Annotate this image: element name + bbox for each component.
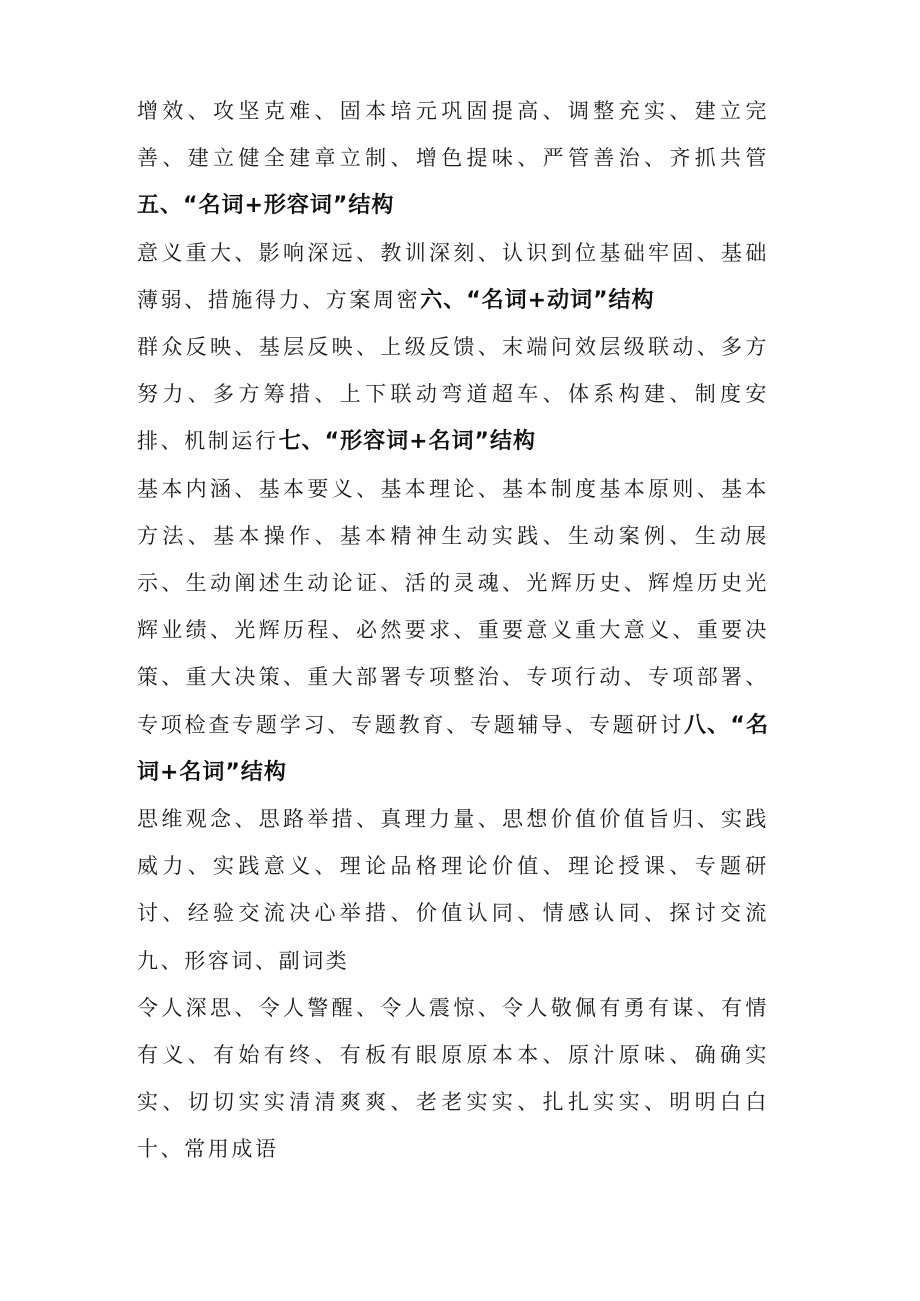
paragraph-text: 令人深思、令人警醒、令人震惊、令人敬佩有勇有谋、有情有义、有始有终、有板有眼原原本本、原汁原味、确确实实、切切实实清清爽爽、老老实实、扎扎实实、明明白白十、常用成语 [137,995,769,1162]
paragraph-text: 基本内涵、基本要义、基本理论、基本制度基本原则、基本方法、基本操作、基本精神生动实践、生动案例、生动展示、生动阐述生动论证、活的灵魂、光辉历史、辉煌历史光辉业绩、光辉历程、必然要求、重要意义重大意义、重要决策、重大决策、重大部署专项整治、专项行动、专项部署、专项检查专题学习、专题教育、专题辅导、专题研讨 [137,476,769,737]
paragraph-text: 群众反映、基层反映、上级反馈、末端问效层级联动、多方努力、多方筹措、上下联动弯道超车、体系构建、制度安排、机制运行 [137,335,769,454]
paragraph-2 [137,230,769,324]
paragraph-text: 意义重大、影响深远、教训深刻、认识到位基础牢固、基础薄弱、措施得力、方案周密 [137,240,769,312]
paragraph-text: 思维观念、思路举措、真理力量、思想价值价值旨归、实践威力、实践意义、理论品格理论价值、理论授课、专题研讨、经验交流决心举措、价值认同、情感认同、探讨交流九、形容词、副词类 [137,807,769,973]
paragraph-4 [137,466,769,796]
section-heading-7: 七、“形容词+名词”结构 [278,429,536,455]
section-heading-5: 五、“名词+形容词”结构 [137,193,395,219]
paragraph-5 [137,796,769,985]
paragraph-1 [137,88,769,230]
paragraph-6 [137,985,769,1174]
paragraph-text: 增效、攻坚克难、固本培元巩固提高、调整充实、建立完善、建立健全建章立制、增色提味、严管善治、齐抓共管 [137,99,769,171]
paragraph-3 [137,324,769,466]
section-heading-6: 六、“名词+动词”结构 [420,287,655,313]
section-heading-8: 八、“名词+名词”结构 [137,712,769,785]
document-body [137,88,769,1174]
